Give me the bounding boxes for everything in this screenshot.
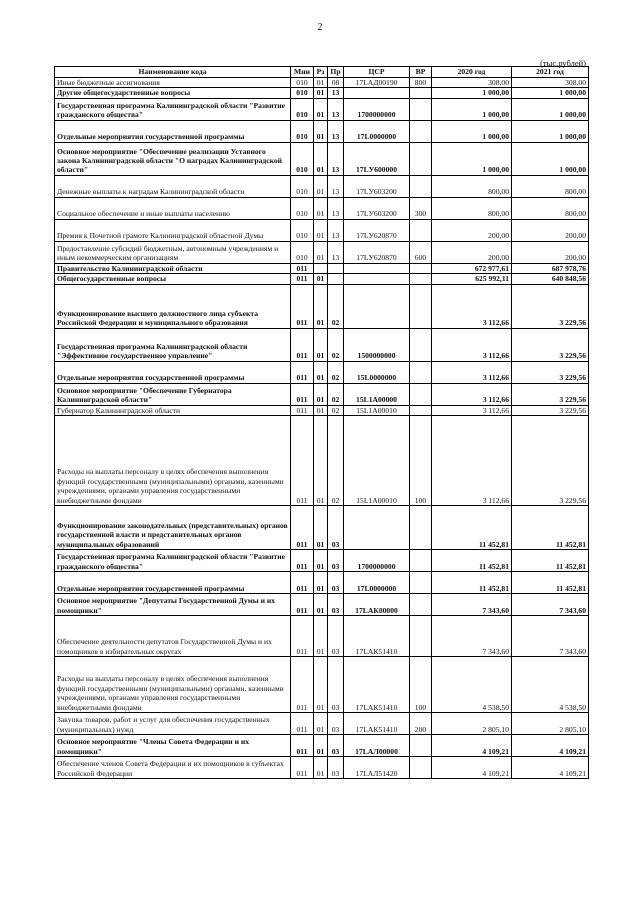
cell-pr: 03 — [328, 550, 344, 572]
table-row — [55, 594, 589, 616]
table-row — [55, 142, 589, 175]
cell-min: 011 — [291, 657, 314, 713]
cell-name: Обеспечение деятельности депутатов Государственной Думы и их помощников в избирательных округах — [55, 616, 291, 657]
cell-2020: 4 538,50 — [432, 657, 512, 713]
cell-2021: 200,00 — [512, 219, 589, 241]
table-row — [55, 120, 589, 142]
col-header-name: Наименование кода — [55, 67, 291, 78]
cell-2020: 800,00 — [432, 197, 512, 219]
cell-vr: 800 — [410, 78, 432, 88]
cell-rz: 01 — [314, 88, 328, 98]
cell-2021: 7 343,60 — [512, 594, 589, 616]
cell-csr — [344, 274, 410, 284]
cell-vr — [410, 219, 432, 241]
cell-pr: 03 — [328, 594, 344, 616]
cell-2021: 4 109,21 — [512, 735, 589, 757]
cell-name: Правительство Калининградской области — [55, 263, 291, 273]
cell-2021: 640 848,56 — [512, 274, 589, 284]
cell-2020: 1 000,00 — [432, 88, 512, 98]
cell-min: 010 — [291, 241, 314, 263]
cell-pr: 13 — [328, 175, 344, 197]
cell-name: Отдельные мероприятия государственной программы — [55, 572, 291, 594]
cell-rz — [314, 263, 328, 273]
cell-pr — [328, 263, 344, 273]
cell-name: Предоставление субсидий бюджетным, автономным учреждениям и иным некоммерческим организациям — [55, 241, 291, 263]
cell-csr: 17LАК51410 — [344, 616, 410, 657]
table-row — [55, 405, 589, 415]
cell-rz: 01 — [314, 142, 328, 175]
cell-name: Основное мероприятие "Обеспечение Губернатора Калининградской области" — [55, 383, 291, 405]
cell-vr — [410, 263, 432, 273]
cell-min: 010 — [291, 78, 314, 88]
cell-name: Государственная программа Калининградской области "Развитие гражданского общества" — [55, 550, 291, 572]
cell-2020: 7 343,60 — [432, 616, 512, 657]
cell-2020: 1 000,00 — [432, 98, 512, 120]
cell-2021: 3 229,56 — [512, 383, 589, 405]
cell-rz: 01 — [314, 383, 328, 405]
cell-min: 011 — [291, 572, 314, 594]
cell-vr — [410, 735, 432, 757]
cell-vr — [410, 274, 432, 284]
cell-rz: 01 — [314, 735, 328, 757]
col-header-csr: ЦСР — [344, 67, 410, 78]
cell-min: 011 — [291, 405, 314, 415]
cell-csr: 17LАД00190 — [344, 78, 410, 88]
cell-csr: 1700000000 — [344, 550, 410, 572]
cell-vr — [410, 120, 432, 142]
cell-rz: 01 — [314, 506, 328, 550]
cell-rz: 01 — [314, 616, 328, 657]
cell-pr: 13 — [328, 241, 344, 263]
cell-name: Другие общегосударственные вопросы — [55, 88, 291, 98]
table-row — [55, 98, 589, 120]
cell-2020: 800,00 — [432, 175, 512, 197]
cell-csr: 1500000000 — [344, 328, 410, 361]
cell-min: 010 — [291, 120, 314, 142]
cell-2020: 308,00 — [432, 78, 512, 88]
cell-pr: 08 — [328, 78, 344, 88]
cell-rz: 01 — [314, 284, 328, 328]
cell-2021: 800,00 — [512, 197, 589, 219]
cell-name: Государственная программа Калининградской области "Развитие гражданского общества" — [55, 98, 291, 120]
cell-vr — [410, 572, 432, 594]
cell-rz: 01 — [314, 120, 328, 142]
cell-rz: 01 — [314, 713, 328, 735]
cell-2021: 308,00 — [512, 78, 589, 88]
cell-vr — [410, 88, 432, 98]
cell-min: 011 — [291, 361, 314, 383]
cell-csr: 17LУ603200 — [344, 175, 410, 197]
cell-vr: 300 — [410, 197, 432, 219]
cell-pr: 03 — [328, 616, 344, 657]
cell-csr: 15L1A00000 — [344, 383, 410, 405]
cell-2020: 11 452,81 — [432, 550, 512, 572]
cell-name: Закупка товаров, работ и услуг для обеспечения государственных (муниципальных) нужд — [55, 713, 291, 735]
cell-2021: 11 452,81 — [512, 550, 589, 572]
table-row — [55, 757, 589, 779]
col-header-rz: Рз — [314, 67, 328, 78]
cell-csr — [344, 263, 410, 273]
cell-csr — [344, 284, 410, 328]
cell-pr: 02 — [328, 383, 344, 405]
cell-csr: 17LУ620870 — [344, 219, 410, 241]
cell-2021: 1 000,00 — [512, 120, 589, 142]
cell-pr: 13 — [328, 88, 344, 98]
col-header-min: Мин — [291, 67, 314, 78]
cell-name: Функционирование высшего должностного лица субъекта Российской Федерации и муниципального образования — [55, 284, 291, 328]
cell-rz: 01 — [314, 175, 328, 197]
cell-pr: 02 — [328, 405, 344, 415]
budget-table — [54, 66, 589, 779]
cell-2020: 3 112,66 — [432, 361, 512, 383]
table-row — [55, 361, 589, 383]
cell-name: Социальное обеспечение и иные выплаты населению — [55, 197, 291, 219]
cell-pr: 02 — [328, 328, 344, 361]
cell-2020: 200,00 — [432, 241, 512, 263]
cell-min: 011 — [291, 383, 314, 405]
cell-min: 011 — [291, 713, 314, 735]
cell-2020: 3 112,66 — [432, 328, 512, 361]
cell-rz: 01 — [314, 197, 328, 219]
cell-min: 010 — [291, 219, 314, 241]
table-row — [55, 78, 589, 88]
page-number: 2 — [317, 22, 323, 33]
cell-vr — [410, 757, 432, 779]
cell-name: Общегосударственные вопросы — [55, 274, 291, 284]
table-row — [55, 197, 589, 219]
cell-min: 010 — [291, 98, 314, 120]
table-row — [55, 572, 589, 594]
cell-2021: 4 109,21 — [512, 757, 589, 779]
cell-min: 011 — [291, 594, 314, 616]
cell-min: 011 — [291, 328, 314, 361]
cell-vr — [410, 594, 432, 616]
table-row — [55, 284, 589, 328]
cell-min: 011 — [291, 416, 314, 506]
cell-2020: 3 112,66 — [432, 405, 512, 415]
cell-pr: 13 — [328, 142, 344, 175]
cell-rz: 01 — [314, 241, 328, 263]
table-row — [55, 506, 589, 550]
cell-name: Государственная программа Калининградской области "Эффективное государственное управление" — [55, 328, 291, 361]
cell-name: Губернатор Калининградской области — [55, 405, 291, 415]
cell-pr: 03 — [328, 506, 344, 550]
table-row — [55, 241, 589, 263]
cell-name: Иные бюджетные ассигнования — [55, 78, 291, 88]
cell-rz: 01 — [314, 405, 328, 415]
cell-2021: 800,00 — [512, 175, 589, 197]
cell-2021: 200,00 — [512, 241, 589, 263]
cell-2021: 3 229,56 — [512, 361, 589, 383]
cell-csr — [344, 506, 410, 550]
cell-2020: 1 000,00 — [432, 142, 512, 175]
cell-csr: 17LАК00000 — [344, 594, 410, 616]
cell-2020: 3 112,66 — [432, 284, 512, 328]
cell-2021: 11 452,81 — [512, 506, 589, 550]
cell-name: Расходы на выплаты персоналу в целях обеспечения выполнения функций государственными (муниципальными) органами, казенными учреждениями, органами управления государственными внебюджетными фондами — [55, 657, 291, 713]
cell-name: Основное мероприятие "Депутаты Государственной Думы и их помощники" — [55, 594, 291, 616]
cell-min: 011 — [291, 757, 314, 779]
table-row — [55, 219, 589, 241]
table-row — [55, 616, 589, 657]
cell-vr: 600 — [410, 241, 432, 263]
cell-vr: 200 — [410, 713, 432, 735]
cell-2021: 3 229,56 — [512, 416, 589, 506]
col-header-pr: Пр — [328, 67, 344, 78]
cell-csr: 15L1A00010 — [344, 416, 410, 506]
cell-2021: 3 229,56 — [512, 328, 589, 361]
cell-pr: 03 — [328, 572, 344, 594]
cell-vr — [410, 616, 432, 657]
cell-2020: 11 452,81 — [432, 506, 512, 550]
col-header-2020: 2020 год — [432, 67, 512, 78]
cell-2020: 4 109,21 — [432, 757, 512, 779]
cell-min: 011 — [291, 263, 314, 273]
table-row — [55, 175, 589, 197]
cell-vr — [410, 284, 432, 328]
cell-vr — [410, 98, 432, 120]
cell-2020: 2 805,10 — [432, 713, 512, 735]
cell-rz: 01 — [314, 657, 328, 713]
cell-csr: 17L0000000 — [344, 572, 410, 594]
table-row — [55, 416, 589, 506]
cell-2021: 3 229,56 — [512, 405, 589, 415]
table-row — [55, 713, 589, 735]
cell-csr: 15L1A00010 — [344, 405, 410, 415]
cell-csr: 17LАЛ00000 — [344, 735, 410, 757]
cell-min: 010 — [291, 142, 314, 175]
col-header-2021: 2021 год — [512, 67, 589, 78]
cell-pr: 02 — [328, 361, 344, 383]
cell-name: Расходы на выплаты персоналу в целях обеспечения выполнения функций государственными (муниципальными) органами, казенными учреждениями, органами управления государственными внебюджетными фондами — [55, 416, 291, 506]
table-row — [55, 735, 589, 757]
cell-csr: 17LУ603200 — [344, 197, 410, 219]
cell-2021: 1 000,00 — [512, 98, 589, 120]
cell-pr: 13 — [328, 197, 344, 219]
cell-min: 011 — [291, 506, 314, 550]
cell-pr: 13 — [328, 98, 344, 120]
cell-vr — [410, 361, 432, 383]
cell-rz: 01 — [314, 328, 328, 361]
table-row — [55, 550, 589, 572]
table-row — [55, 274, 589, 284]
table-row — [55, 657, 589, 713]
table-header-row — [55, 67, 589, 78]
cell-rz: 01 — [314, 594, 328, 616]
units-label: (тыс.рублей) — [540, 58, 586, 68]
cell-pr: 03 — [328, 735, 344, 757]
cell-vr — [410, 550, 432, 572]
cell-pr: 02 — [328, 416, 344, 506]
col-header-vr: ВР — [410, 67, 432, 78]
cell-name: Денежные выплаты к наградам Калининградской области — [55, 175, 291, 197]
cell-min: 011 — [291, 550, 314, 572]
cell-rz: 01 — [314, 98, 328, 120]
cell-pr: 13 — [328, 219, 344, 241]
cell-2021: 1 000,00 — [512, 142, 589, 175]
cell-2021: 4 538,50 — [512, 657, 589, 713]
cell-min: 011 — [291, 284, 314, 328]
cell-rz: 01 — [314, 572, 328, 594]
cell-pr: 13 — [328, 120, 344, 142]
cell-2020: 3 112,66 — [432, 383, 512, 405]
cell-rz: 01 — [314, 361, 328, 383]
cell-vr — [410, 506, 432, 550]
cell-2021: 2 805,10 — [512, 713, 589, 735]
cell-vr: 100 — [410, 416, 432, 506]
cell-pr — [328, 274, 344, 284]
cell-2020: 1 000,00 — [432, 120, 512, 142]
cell-name: Основное мероприятие "Обеспечение реализации Уставного закона Калининградской области "О наградах Калининградской области" — [55, 142, 291, 175]
cell-csr: 17LУ600000 — [344, 142, 410, 175]
cell-rz: 01 — [314, 219, 328, 241]
cell-2020: 625 992,11 — [432, 274, 512, 284]
cell-csr: 15L0000000 — [344, 361, 410, 383]
cell-2020: 200,00 — [432, 219, 512, 241]
cell-2021: 1 000,00 — [512, 88, 589, 98]
cell-2021: 687 978,76 — [512, 263, 589, 273]
cell-vr — [410, 142, 432, 175]
cell-csr: 17LАК51410 — [344, 713, 410, 735]
cell-min: 010 — [291, 88, 314, 98]
cell-2020: 3 112,66 — [432, 416, 512, 506]
cell-csr: 1700000000 — [344, 98, 410, 120]
cell-pr: 03 — [328, 657, 344, 713]
cell-rz: 01 — [314, 757, 328, 779]
cell-rz: 01 — [314, 78, 328, 88]
table-row — [55, 263, 589, 273]
cell-2020: 11 452,81 — [432, 572, 512, 594]
cell-vr — [410, 383, 432, 405]
cell-vr — [410, 175, 432, 197]
table-row — [55, 328, 589, 361]
cell-min: 011 — [291, 735, 314, 757]
cell-name: Отдельные мероприятия государственной программы — [55, 120, 291, 142]
cell-csr: 17LАЛ51420 — [344, 757, 410, 779]
cell-name: Отдельные мероприятия государственной программы — [55, 361, 291, 383]
cell-vr: 100 — [410, 657, 432, 713]
cell-pr: 02 — [328, 284, 344, 328]
cell-2020: 7 343,60 — [432, 594, 512, 616]
cell-name: Обеспечение членов Совета Федерации и их помощников в субъектах Российской Федерации — [55, 757, 291, 779]
cell-min: 010 — [291, 197, 314, 219]
cell-2020: 672 977,61 — [432, 263, 512, 273]
cell-min: 011 — [291, 274, 314, 284]
cell-vr — [410, 405, 432, 415]
table-row — [55, 383, 589, 405]
cell-name: Премия к Почетной грамоте Калининградской областной Думы — [55, 219, 291, 241]
cell-csr: 17LАК51410 — [344, 657, 410, 713]
cell-rz: 01 — [314, 274, 328, 284]
cell-rz: 01 — [314, 416, 328, 506]
cell-min: 011 — [291, 616, 314, 657]
cell-2021: 11 452,81 — [512, 572, 589, 594]
cell-name: Функционирование законодательных (представительных) органов государственной власти и представительных органов муниципальных образований — [55, 506, 291, 550]
table-body — [55, 78, 589, 779]
cell-2021: 7 343,60 — [512, 616, 589, 657]
cell-pr: 03 — [328, 713, 344, 735]
cell-min: 010 — [291, 175, 314, 197]
cell-2021: 3 229,56 — [512, 284, 589, 328]
cell-vr — [410, 328, 432, 361]
cell-pr: 03 — [328, 757, 344, 779]
table-row — [55, 88, 589, 98]
cell-name: Основное мероприятие "Члены Совета Федерации и их помощники" — [55, 735, 291, 757]
cell-csr: 17L0000000 — [344, 120, 410, 142]
cell-csr: 17LУ620870 — [344, 241, 410, 263]
cell-2020: 4 109,21 — [432, 735, 512, 757]
cell-rz: 01 — [314, 550, 328, 572]
cell-csr — [344, 88, 410, 98]
